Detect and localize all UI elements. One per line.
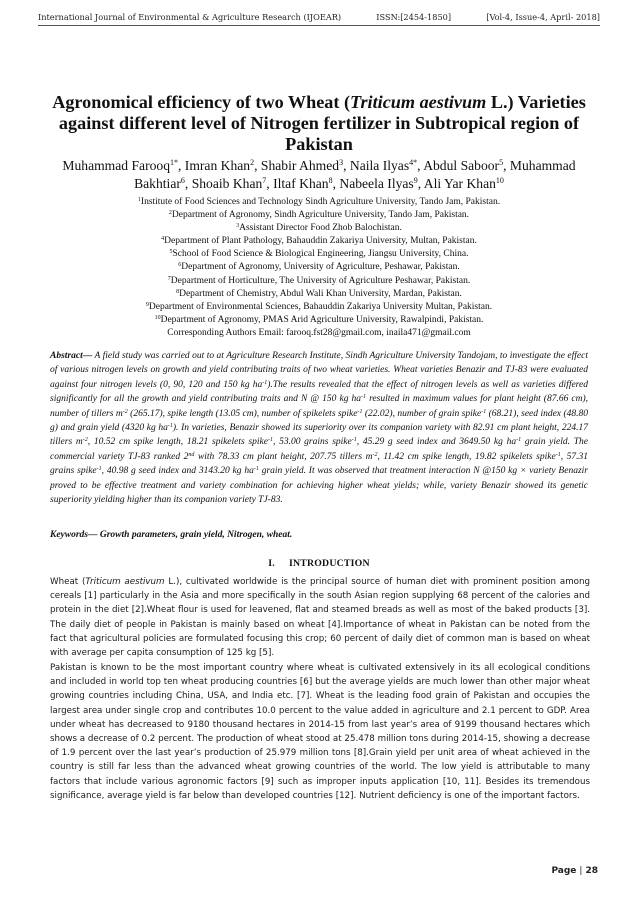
author-affiliation-mark: 9: [413, 176, 418, 185]
section-number: I.: [268, 558, 275, 569]
journal-name: International Journal of Environmental & Agriculture Research (IJOEAR): [38, 12, 342, 22]
journal-issn: ISSN:[2454-1850]: [376, 12, 452, 22]
section-heading-introduction: [40, 558, 598, 569]
author-name: Muhammad Bakhtiar: [134, 158, 576, 191]
header-rule: [38, 25, 600, 26]
author-affiliation-mark: 8: [328, 176, 333, 185]
affiliation-item: $^9$Department of Environmental Sciences, Bahauddin Zakariya University Multan, Pakistan.: [145, 301, 493, 312]
abstract: Abstract— A field study was carried out to at Agriculture Research Institute, Sindh Agriculture University Tandojam, to investigate the effect of various nitrogen levels on growth and yield contributing traits of two wheat varieties. Wheat varieties Benazir and TJ-83 were evaluated against four nitrogen levels (0, 90, 120 and 150 kg $ha^{-1}).The$ results revealed that the effect of nitrogen levels as well as varieties differed significantly for all the growth and yield contributing traits and N @ 150 kg $ha^{-1}$ resulted in maximum values for plant height (87.66 cm), number of tillers $m^{-2}$ (265.17), spike length (13.05 cm), number of spikelets spike$^{-1}$ (22.02), number of grain spike$^{-1}$ (68.21), seed index (48.80 g) and grain yield (4320 kg $ha^{-1}$). In varieties, Benazir showed its superiority over its companion variety with 82.91 cm plant height, 224.17 tillers $m^{-2}$, 10.52 cm spike length, 18.21 spikelets spike$^{-1}$, 53.00 grains spike$^{-1}$, 45.29 g seed index and 3649.50 kg $ha^{-1}$ grain yield. The commercial variety TJ-83 ranked 2nd with 78.33 cm plant height, 207.75 tillers $m^{-2}$, 11.42 cm spike length, 19.82 spikelets spike$^{-1}$, 57.31 grains spike$^{-1}$, 40.98 g seed index and 3143.20 kg $ha^{-1}$ grain yield. It was observed that treatment interaction N @150 kg × variety Benazir proved to be effective treatment and variety combination for achieving higher wheat yields; while, variety Benazir showed its genetic superiority yielding higher than its companion variety TJ-83.: [50, 351, 589, 506]
author-affiliation-mark: 10: [495, 176, 504, 185]
author-name: Abdul Saboor: [423, 158, 500, 173]
keywords: Keywords— Growth parameters, grain yield, Nitrogen, wheat.: [50, 530, 293, 540]
affiliation-item: $^2$Department of Agronomy, Sindh Agriculture University, Tando Jam, Pakistan.: [168, 210, 470, 221]
paper-title: Agronomical efficiency of two Wheat (Triticum aestivum L.) Varieties against different level of Nitrogen fertilizer in Subtropical region of Pakistan: [52, 92, 586, 154]
author-name: Shoaib Khan: [191, 176, 263, 191]
section-title: INTRODUCTION: [288, 558, 370, 569]
abstract-label: Abstract—: [50, 351, 93, 361]
author-name: Shabir Ahmed: [260, 158, 340, 173]
affiliation-item: $^4$Department of Plant Pathology, Bahauddin Zakariya University, Multan, Pakistan.: [161, 236, 477, 247]
species-name: Triticum aestivum: [85, 577, 165, 587]
affiliation-item: $^{10}$Department of Agronomy, PMAS Arid Agriculture University, Rawalpindi, Pakistan.: [154, 314, 484, 325]
affiliation-list: [40, 196, 598, 340]
running-header: [38, 12, 600, 22]
intro-paragraph-2: Pakistan is known to be the most important country where wheat is cultivated extensively in its all ecological conditions and included in world top ten wheat producing countries [6] but the average yields are much lower than other major wheat growing countries including China, USA, and India etc. [7]. Wheat is the leading food grain of Pakistan and occupies the largest area under single crop and contributes 10.0 percent to the value added in agriculture and 2.1 percent to GDP. Area under wheat has decreased to 9180 thousand hectares in 2014-15 from last year’s area of 9199 thousand hectares which shows a decrease of 0.2 percent. The production of wheat stood at 25.478 million tons during 2014-15, showing a decrease of 1.9 percent over the last year’s production of 25.979 million tons [8].Grain yield per unit area of wheat achieved in the country is still far less than the advanced wheat growing countries of the world. The low yield is attributable to many factors that include various agronomic factors [9] such as improper inputs application [10, 11]. Besides its tremendous significance, average yield is far below than developed countries [12]. Nutrient deficiency is one of the important factors.: [50, 663, 590, 801]
author-name: Naila Ilyas: [349, 158, 410, 173]
affiliation-item: $^5$School of Food Science & Biological Engineering, Jiangsu University, China.: [169, 249, 469, 260]
author-affiliation-mark: 3: [339, 158, 344, 167]
intro-paragraph-1: Wheat (Triticum aestivum L.), cultivated worldwide is the principal source of human diet with prominent position among cereals [1] particularly in the Asia and more specifically in the south Asian region supplying 68 percent of the calories and protein in the diet [2].Wheat flour is used for leavened, flat and steamed breads as well as most of the baked products [3]. The daily diet of people in Pakistan is mainly based on wheat [4].Importance of wheat in Pakistan can be noted from the fact that agricultural policies are formulated focusing this crop; 60 percent of daily diet of common man is based on wheat with average per capita consumption of 125 kg [5].: [50, 577, 591, 659]
author-affiliation-mark: 6: [180, 176, 185, 185]
author-affiliation-mark: 1*: [170, 158, 178, 167]
affiliation-item: $^7$Department of Horticulture, The University of Agriculture Peshawar, Pakistan.: [167, 275, 471, 286]
journal-volume: [Vol-4, Issue-4, April- 2018]: [486, 12, 600, 22]
author-name: Iltaf Khan: [273, 176, 329, 191]
author-affiliation-mark: 7: [262, 176, 267, 185]
corresponding-email: Corresponding Authors Email: farooq.fst28@gmail.com, inaila471@gmail.com: [167, 327, 471, 338]
affiliation-item: $^6$Department of Agronomy, University of Agriculture, Peshawar, Pakistan.: [178, 262, 460, 273]
page-number: Page | 28: [551, 866, 598, 876]
author-name: Imran Khan: [184, 158, 251, 173]
author-affiliation-mark: 4*: [409, 158, 418, 167]
author-list: Muhammad Farooq$^{1*}$, Imran Khan$^2$, Shabir Ahmed$^3$, Naila Ilyas$^{4*}$, Abdul Saboor$^5$, Muhammad Bakhtiar$^6$, Shoaib Khan$^7$, Iltaf Khan$^8$, Nabeela Ilyas$^9$, Ali Yar Khan$^{10}$: [62, 158, 576, 191]
author-affiliation-mark: 2: [250, 158, 255, 167]
author-affiliation-mark: 5: [499, 158, 504, 167]
species-name: Triticum aestivum: [350, 92, 487, 112]
author-name: Nabeela Ilyas: [339, 176, 414, 191]
author-name: Ali Yar Khan: [423, 176, 496, 191]
affiliation-item: $^1$Institute of Food Sciences and Technology Sindh Agriculture University, Tando Jam, Pakistan.: [137, 197, 501, 207]
affiliation-item: $^3$Assistant Director Food Zhob Balochistan.: [236, 223, 402, 234]
author-name: Muhammad Farooq: [62, 158, 170, 173]
affiliation-item: $^8$Department of Chemistry, Abdul Wali Khan University, Mardan, Pakistan.: [176, 288, 462, 299]
